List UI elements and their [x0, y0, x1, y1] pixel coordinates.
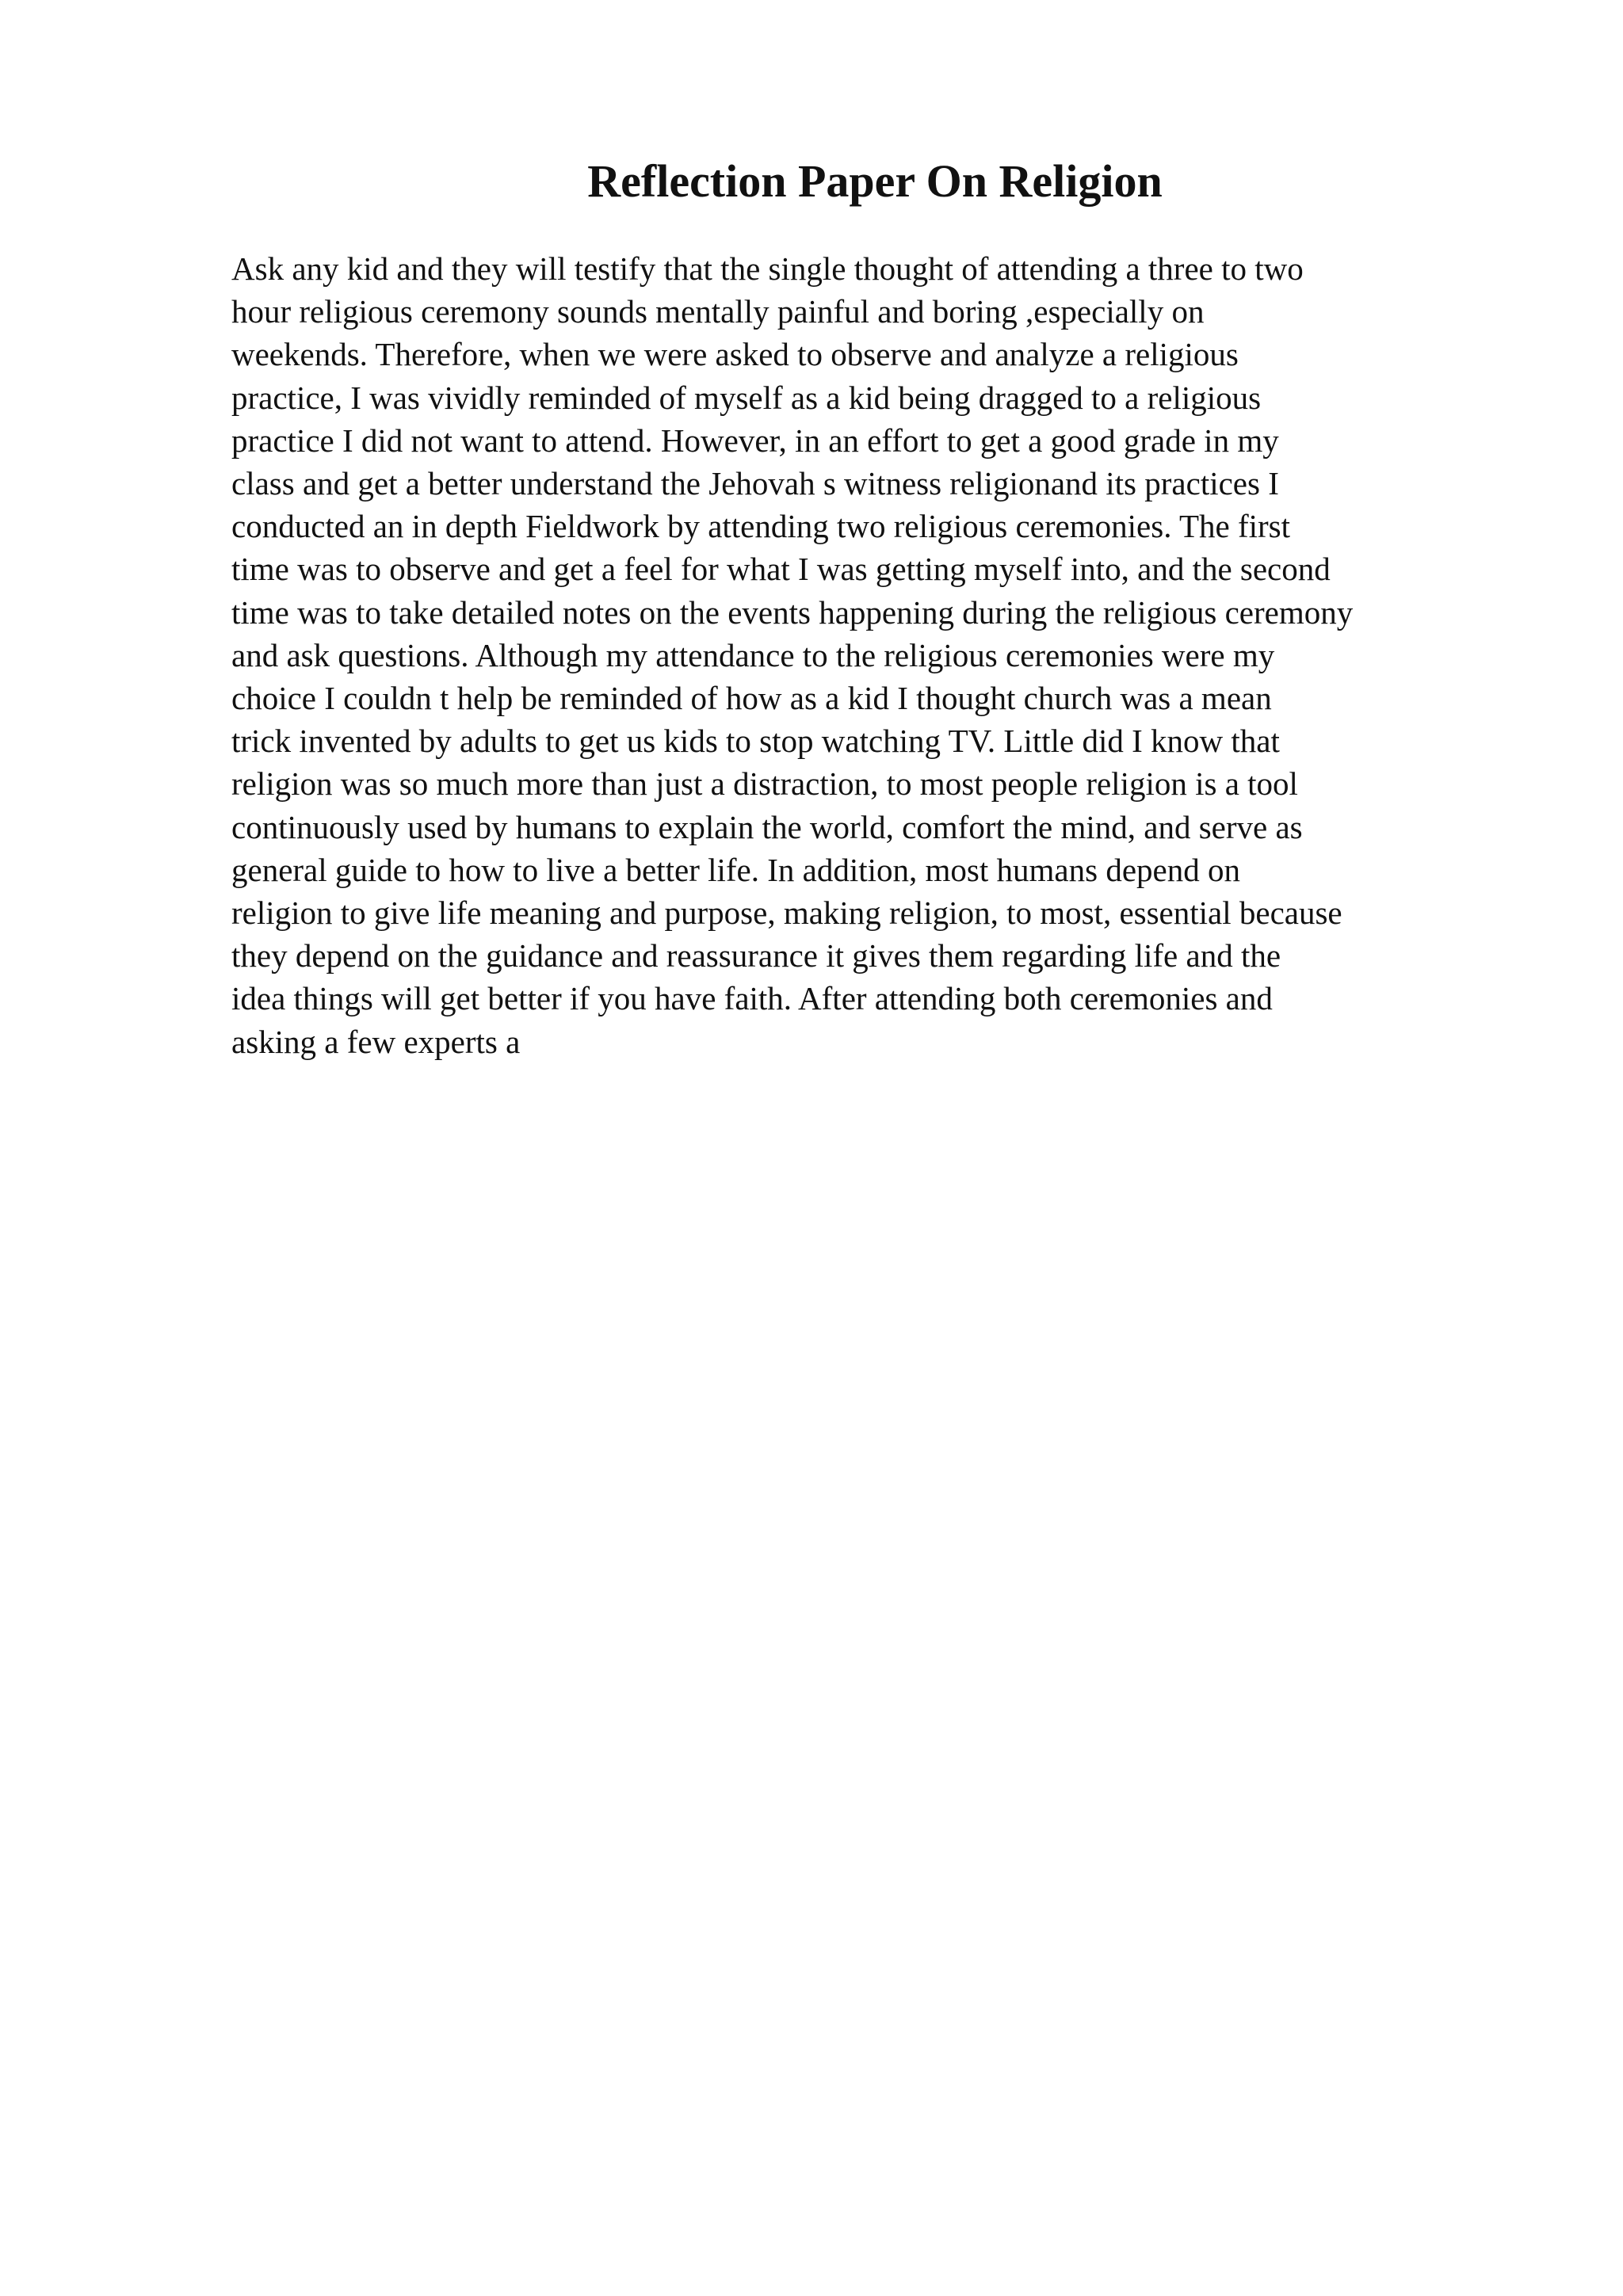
- document-title: Reflection Paper On Religion: [587, 155, 1163, 207]
- body-line: asking a few experts a: [231, 1023, 521, 1060]
- body-line: Ask any kid and they will testify that the single thought of attending a three to two: [231, 250, 1304, 287]
- body-line: practice I did not want to attend. However, in an effort to get a good grade in my: [231, 421, 1279, 459]
- body-line: trick invented by adults to get us kids to stop watching TV. Little did I know that: [231, 723, 1280, 760]
- body-line: they depend on the guidance and reassurance it gives them regarding life and the: [231, 937, 1281, 974]
- body-line: idea things will get better if you have faith. After attending both ceremonies and: [231, 980, 1273, 1017]
- body-line: time was to take detailed notes on the events happening during the religious ceremony: [231, 593, 1354, 631]
- body-line: practice, I was vividly reminded of myself as a kid being dragged to a religious: [231, 379, 1262, 416]
- body-line: religion to give life meaning and purpose, making religion, to most, essential because: [231, 894, 1342, 932]
- body-line: time was to observe and get a feel for what I was getting myself into, and the second: [231, 551, 1331, 588]
- body-line: class and get a better understand the Jehovah s witness religionand its practices I: [231, 465, 1279, 502]
- body-line: religion was so much more than just a distraction, to most people religion is a tool: [231, 765, 1298, 803]
- body-line: general guide to how to live a better life. In addition, most humans depend on: [231, 851, 1240, 888]
- document-body: [231, 247, 1594, 1063]
- body-line: and ask questions. Although my attendance to the religious ceremonies were my: [231, 636, 1275, 673]
- body-line: continuously used by humans to explain the world, comfort the mind, and serve as: [231, 808, 1303, 845]
- body-line: choice I couldn t help be reminded of how as a kid I thought church was a mean: [231, 680, 1272, 717]
- body-line: weekends. Therefore, when we were asked to observe and analyze a religious: [231, 336, 1239, 373]
- body-line: hour religious ceremony sounds mentally painful and boring ,especially on: [231, 293, 1205, 330]
- body-line: conducted an in depth Fieldwork by attending two religious ceremonies. The first: [231, 508, 1290, 545]
